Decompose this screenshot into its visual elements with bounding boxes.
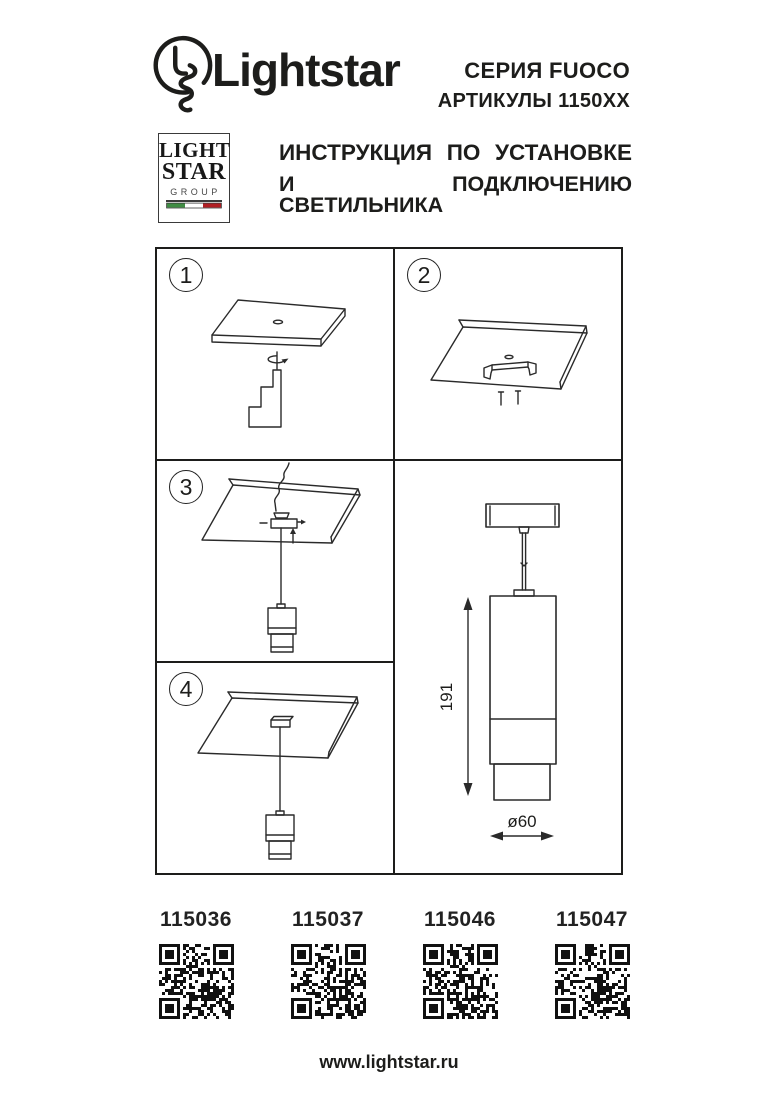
step-number-4: 4 [169, 672, 203, 706]
page-title [279, 142, 632, 217]
product-item [283, 908, 373, 1019]
mounting-bracket [484, 362, 536, 379]
website-url: www.lightstar.ru [319, 1052, 459, 1072]
product-qr-code [291, 944, 366, 1019]
step-panel-3 [157, 461, 395, 663]
group-logo-group: GROUP [170, 186, 221, 197]
step-number-1: 1 [169, 258, 203, 292]
step-panel-4 [157, 663, 395, 873]
mounting-key [249, 370, 281, 427]
group-logo-light: LIGHT [159, 138, 231, 162]
series-name: СЕРИЯ FUOCO [464, 58, 630, 83]
pendant-lamp [266, 811, 294, 859]
power-wire [274, 463, 289, 518]
ceiling-plate [198, 692, 358, 758]
pendant-technical-drawing [395, 461, 621, 873]
brand-wordmark: Lightstar [212, 44, 400, 96]
product-qr-code [159, 944, 234, 1019]
screws [499, 391, 521, 405]
series-block [438, 58, 630, 113]
instruction-grid [155, 247, 623, 875]
step-panel-1 [157, 249, 395, 461]
step-number-3: 3 [169, 470, 203, 504]
product-code: 115046 [424, 908, 496, 931]
step-number-2: 2 [407, 258, 441, 292]
product-codes-row [151, 908, 637, 1019]
dimension-diameter-arrow [490, 812, 554, 841]
ceiling-plate [431, 320, 587, 389]
title-line-2: И ПОДКЛЮЧЕНИЮ СВЕТИЛЬНИКА [279, 171, 632, 217]
canopy [271, 717, 293, 728]
pendant-side-view [486, 504, 559, 800]
product-code: 115037 [292, 908, 364, 931]
dimension-height-arrow [437, 597, 473, 796]
step-panel-2 [395, 249, 621, 461]
group-logo-star: STAR [161, 158, 227, 185]
product-qr-code [423, 944, 498, 1019]
articles-range: АРТИКУЛЫ 1150XX [437, 90, 630, 112]
title-line-1: ИНСТРУКЦИЯ ПО УСТАНОВКЕ [279, 140, 632, 165]
dimensions-panel [395, 461, 621, 873]
product-item [151, 908, 241, 1019]
dimension-diameter-label: ø60 [507, 812, 537, 831]
product-code: 115047 [556, 908, 628, 931]
lightstar-group-logo [158, 133, 230, 223]
rotation-arrow-icon [268, 352, 288, 369]
dimension-height-label: 191 [437, 682, 456, 712]
product-item [547, 908, 637, 1019]
product-qr-code [555, 944, 630, 1019]
italian-flag-icon [166, 200, 222, 209]
lightstar-bulb-icon [149, 30, 217, 122]
product-item [415, 908, 505, 1019]
pendant-lamp [268, 604, 296, 652]
terminal-block [260, 519, 306, 543]
ceiling-plate [212, 300, 345, 346]
product-code: 115036 [160, 908, 232, 931]
